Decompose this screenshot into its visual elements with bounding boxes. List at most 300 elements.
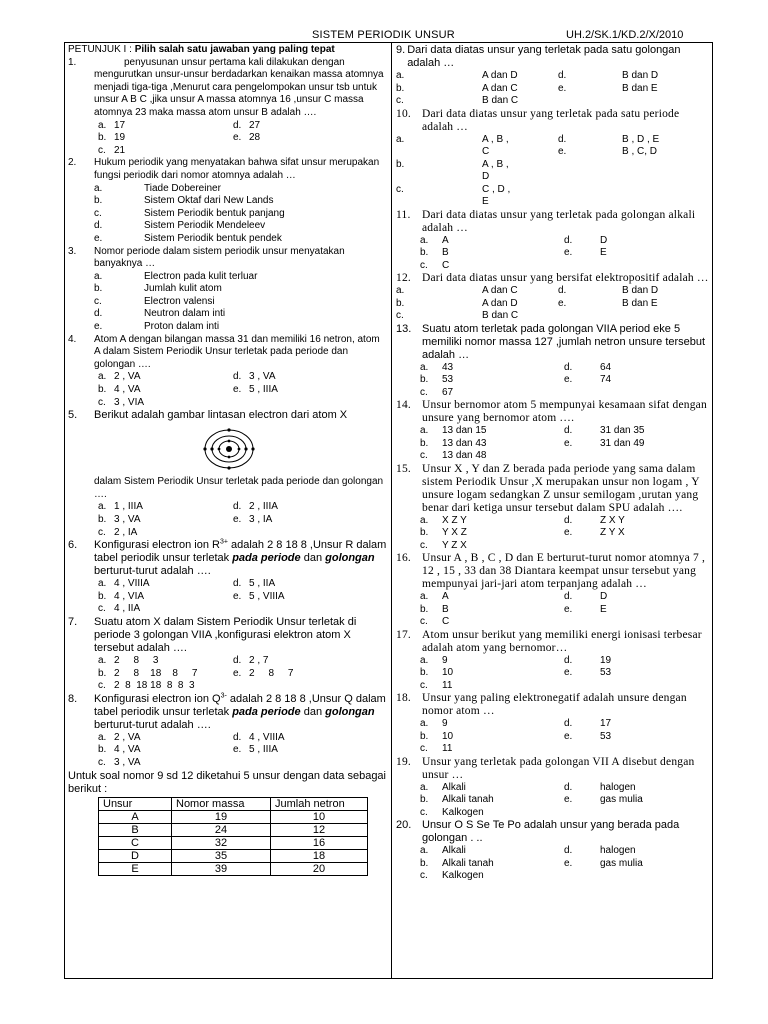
option-text bbox=[594, 540, 694, 553]
question-text: Unsur yang terletak pada golongan VII A disebut dengan unsur … bbox=[422, 755, 695, 781]
option-text bbox=[594, 743, 694, 756]
question-text: Berikut adalah gambar lintasan electron dari atom X bbox=[94, 409, 348, 422]
table-row bbox=[99, 836, 368, 849]
option bbox=[98, 757, 233, 770]
option-text: B , C, D bbox=[622, 146, 658, 157]
option-letter: b. bbox=[98, 384, 107, 396]
option-letter: d. bbox=[94, 220, 103, 232]
table-row bbox=[99, 862, 368, 875]
option-text: 19 bbox=[600, 654, 612, 666]
option bbox=[98, 591, 233, 604]
question-number: 20. bbox=[396, 819, 412, 831]
options bbox=[68, 501, 388, 539]
option-text: halogen bbox=[600, 781, 636, 793]
options bbox=[396, 782, 710, 820]
option bbox=[98, 397, 233, 410]
option bbox=[233, 501, 368, 514]
option bbox=[98, 145, 233, 158]
spacer bbox=[504, 95, 558, 108]
option-text: 2 8 3 bbox=[114, 654, 159, 666]
options bbox=[396, 591, 710, 629]
option-letter: b. bbox=[94, 195, 103, 207]
question-number: 18. bbox=[396, 692, 411, 704]
option-letter: c. bbox=[420, 679, 428, 691]
element-data-table bbox=[98, 797, 368, 876]
option-letter: e. bbox=[94, 321, 103, 333]
option-letter: e. bbox=[564, 527, 573, 538]
question-text: Atom A dengan bilangan massa 31 dan memiliki 16 netron, atom A dalam Sistem Periodik Unsur terletak pada periode dan golongan …. bbox=[94, 333, 380, 370]
option-letter: d. bbox=[564, 591, 573, 602]
atom-diagram bbox=[203, 428, 255, 470]
question-text: Unsur O S Se Te Po adalah unsur yang berada pada golongan . .. bbox=[422, 819, 680, 844]
option-text bbox=[594, 680, 694, 693]
column-divider bbox=[391, 42, 392, 979]
option-letter: b. bbox=[98, 667, 107, 679]
question-1 bbox=[68, 57, 388, 158]
option bbox=[233, 514, 368, 527]
option-letter bbox=[564, 540, 594, 553]
option-text: Electron pada kulit terluar bbox=[144, 270, 258, 282]
option-letter: d. bbox=[233, 119, 242, 131]
question-8 bbox=[68, 693, 388, 770]
option bbox=[68, 183, 388, 196]
option-text: Electron valensi bbox=[144, 295, 215, 307]
option-text: D bbox=[600, 591, 608, 602]
option-letter: c. bbox=[420, 806, 428, 818]
option-text bbox=[578, 196, 658, 209]
option-text: 4 , VA bbox=[114, 744, 141, 756]
option-text bbox=[594, 870, 694, 883]
option-text: C , D , bbox=[482, 183, 511, 195]
table-cell: C bbox=[99, 836, 172, 849]
option-letter: a. bbox=[420, 591, 429, 602]
option-letter: b. bbox=[420, 857, 429, 869]
spacer bbox=[504, 83, 558, 96]
option-text: Sistem Periodik Mendeleev bbox=[144, 220, 266, 232]
option-text: B bbox=[442, 603, 449, 615]
option-letter: a. bbox=[94, 270, 103, 282]
spacer bbox=[504, 70, 558, 83]
option-text bbox=[594, 616, 694, 629]
option bbox=[233, 371, 368, 384]
question-text: Dari data diatas unsur yang terletak pada satu periode adalah … bbox=[422, 107, 680, 133]
question-9 bbox=[396, 44, 710, 108]
options bbox=[68, 120, 388, 158]
option-letter bbox=[396, 196, 416, 209]
option-letter: c. bbox=[98, 680, 106, 692]
option-letter: e. bbox=[564, 667, 573, 678]
question-number: 5. bbox=[68, 409, 78, 422]
option-letter: b. bbox=[396, 297, 405, 309]
option bbox=[233, 668, 368, 681]
option-letter: d. bbox=[564, 234, 573, 246]
option-text: 4 , VA bbox=[114, 384, 141, 396]
option-letter: e. bbox=[94, 232, 103, 244]
option-letter: a. bbox=[396, 285, 405, 296]
spacer bbox=[504, 159, 558, 172]
option-text: Y X Z bbox=[442, 527, 467, 538]
option-text: A dan D bbox=[482, 297, 518, 309]
options bbox=[396, 235, 710, 273]
option-letter: d. bbox=[564, 781, 573, 793]
question-number: 8. bbox=[68, 692, 78, 705]
spacer bbox=[504, 196, 558, 209]
question-number: 9. bbox=[396, 44, 406, 56]
option-text: 3 , VA bbox=[249, 371, 276, 383]
option-text: 9 bbox=[442, 718, 448, 729]
option-text: gas mulia bbox=[600, 794, 643, 805]
option-text: 5 , VIIIA bbox=[249, 590, 285, 602]
option-letter: e. bbox=[564, 730, 573, 742]
option-text: A dan C bbox=[482, 82, 518, 94]
option-text: E bbox=[482, 196, 489, 207]
option-letter: c. bbox=[94, 295, 102, 307]
table-header: Unsur bbox=[99, 797, 172, 810]
table-cell: A bbox=[99, 810, 172, 823]
table-cell: 32 bbox=[172, 836, 271, 849]
question-number: 13. bbox=[396, 322, 412, 335]
question-number: 4. bbox=[68, 333, 77, 345]
option-text: Kalkogen bbox=[442, 870, 484, 881]
option bbox=[98, 501, 233, 514]
option-text: B , D , E bbox=[622, 133, 660, 145]
q6-text-d: berturut-turut adalah …. bbox=[94, 565, 211, 578]
option-text: 3 , IA bbox=[249, 514, 273, 525]
question-text-continued: dalam Sistem Periodik Unsur terletak pada periode dan golongan …. bbox=[94, 476, 384, 500]
options bbox=[396, 362, 710, 400]
question-number: 14. bbox=[396, 399, 411, 411]
option-letter: e. bbox=[564, 603, 573, 615]
options bbox=[68, 655, 388, 693]
option-text: Neutron dalam inti bbox=[144, 308, 226, 320]
option-letter bbox=[558, 310, 578, 323]
spacer bbox=[504, 171, 558, 184]
question-text: penyusunan unsur pertama kali dilakukan dengan mengurutkan unsur-unsur berdadarkan kenaikan massa atomnya menjadi tiga-tiga ,Menurut cara pengelompokan unsur tsb untuk unsur A B C ,jika unsur A massa atomnya 16 ,unsur C massa atomnya 23 maka massa atom unsur B adalah …. bbox=[94, 56, 384, 118]
option-letter: c. bbox=[98, 396, 106, 408]
table-cell: D bbox=[99, 849, 172, 862]
option-text: 31 dan 35 bbox=[600, 425, 645, 436]
option-text: halogen bbox=[600, 845, 636, 856]
option bbox=[233, 578, 368, 591]
option-text: B dan D bbox=[622, 70, 659, 81]
option-letter: a. bbox=[420, 654, 429, 666]
option-letter: c. bbox=[420, 616, 428, 627]
table-header: Nomor massa bbox=[172, 797, 271, 810]
option-text: B dan E bbox=[622, 82, 658, 94]
option bbox=[233, 744, 368, 757]
option-text: 64 bbox=[600, 361, 612, 373]
question-3 bbox=[68, 246, 388, 334]
option-text: A dan C bbox=[482, 285, 518, 296]
option-text bbox=[594, 807, 694, 820]
option-letter: c. bbox=[420, 870, 428, 881]
option bbox=[98, 132, 233, 145]
option-text bbox=[594, 450, 694, 463]
q6-text-a: Konfigurasi electron ion R bbox=[94, 539, 220, 552]
option bbox=[68, 283, 388, 296]
table-cell: 39 bbox=[172, 862, 271, 875]
option-letter: e. bbox=[558, 146, 567, 157]
option-text bbox=[578, 310, 658, 323]
option-letter: e. bbox=[233, 590, 242, 602]
option bbox=[68, 296, 388, 309]
option-text: Z Y X bbox=[600, 527, 625, 538]
option-text: Tiade Dobereiner bbox=[144, 182, 221, 194]
question-text: Suatu atom terletak pada golongan VIIA period eke 5 memiliki nomor massa 127 ,jumlah netron unsure tersebut adalah … bbox=[422, 322, 706, 361]
option-text: 11 bbox=[442, 743, 453, 754]
q6-text-b: adalah 2 8 18 8 ,Unsur R dalam tabel periodik unsur terletak bbox=[94, 539, 387, 565]
option-text: 13 dan 15 bbox=[442, 425, 487, 436]
option-text: gas mulia bbox=[600, 857, 643, 869]
option-text: D bbox=[482, 171, 490, 182]
question-text: Dari data diatas unsur yang bersifat elektropositif adalah … bbox=[422, 272, 709, 284]
question-number: 16. bbox=[396, 552, 411, 564]
option-letter: a. bbox=[98, 731, 107, 743]
question-number: 2. bbox=[68, 157, 77, 169]
option-text: C bbox=[482, 146, 490, 157]
question-text: Dari data diatas unsur yang terletak pada golongan alkali adalah … bbox=[422, 208, 696, 234]
option-text: 11 bbox=[442, 679, 453, 691]
option-text: B dan E bbox=[622, 297, 658, 309]
option-text: C bbox=[442, 259, 450, 271]
option-letter bbox=[396, 146, 416, 159]
option-letter: d. bbox=[233, 501, 242, 513]
option-letter: a. bbox=[98, 371, 107, 383]
q6-emph-periode: pada periode bbox=[232, 552, 301, 565]
option bbox=[68, 208, 388, 221]
table-row bbox=[99, 849, 368, 862]
option bbox=[98, 732, 233, 745]
option-text: 2 , IA bbox=[114, 526, 138, 538]
option-letter: d. bbox=[233, 371, 242, 383]
option-text: B dan C bbox=[482, 95, 519, 106]
option-text: 27 bbox=[249, 119, 261, 131]
option-text: 4 , VIIIA bbox=[114, 578, 150, 590]
table-cell: 18 bbox=[271, 849, 368, 862]
question-15 bbox=[396, 463, 710, 553]
option-text: Alkali tanah bbox=[442, 794, 494, 805]
option-letter: d. bbox=[233, 578, 242, 590]
table-cell: 19 bbox=[172, 810, 271, 823]
left-column bbox=[68, 44, 388, 876]
question-14 bbox=[396, 399, 710, 463]
option bbox=[68, 220, 388, 233]
option-letter: e. bbox=[564, 437, 573, 449]
question-text: Unsur bernomor atom 5 mempunyai kesamaan sifat dengan unsure yang bernomor atom …. bbox=[422, 399, 707, 424]
question-number: 15. bbox=[396, 462, 411, 475]
option bbox=[98, 514, 233, 527]
option-letter: d. bbox=[558, 133, 567, 145]
q8-charge: 3- bbox=[220, 692, 227, 700]
option-letter bbox=[396, 171, 416, 184]
option-text: 1 , IIIA bbox=[114, 501, 143, 513]
option-letter: d. bbox=[564, 654, 573, 666]
option-letter: e. bbox=[564, 857, 573, 869]
question-7 bbox=[68, 616, 388, 693]
q8-text-a: Konfigurasi electron ion Q bbox=[94, 692, 221, 705]
question-4 bbox=[68, 334, 388, 410]
option-text: 9 bbox=[442, 654, 448, 666]
option-text: 67 bbox=[442, 386, 454, 398]
option bbox=[68, 195, 388, 208]
q8-text-d: berturut-turut adalah …. bbox=[94, 718, 211, 731]
option bbox=[98, 371, 233, 384]
question-11 bbox=[396, 209, 710, 273]
option-letter: a. bbox=[420, 425, 429, 436]
option-letter: c. bbox=[396, 310, 404, 321]
option-letter: a. bbox=[420, 514, 429, 526]
table-cell: 12 bbox=[271, 823, 368, 836]
question-18 bbox=[396, 692, 710, 756]
option-letter: a. bbox=[420, 781, 429, 793]
question-number: 1. bbox=[68, 56, 77, 68]
option-letter bbox=[564, 616, 594, 629]
question-17 bbox=[396, 629, 710, 693]
option-letter: d. bbox=[233, 654, 242, 666]
option-text: Jumlah kulit atom bbox=[144, 283, 222, 295]
question-16 bbox=[396, 552, 710, 629]
question-number: 17. bbox=[396, 628, 411, 641]
option-text: 21 bbox=[114, 144, 126, 156]
option bbox=[98, 603, 233, 616]
option-letter bbox=[564, 387, 594, 400]
question-number: 7. bbox=[68, 615, 78, 628]
spacer bbox=[504, 146, 558, 159]
option-letter: c. bbox=[98, 526, 106, 538]
option-text: Sistem Periodik bentuk panjang bbox=[144, 207, 285, 219]
option-text: Alkali tanah bbox=[442, 857, 494, 869]
q6-charge: 3+ bbox=[219, 538, 228, 546]
option-letter: a. bbox=[396, 133, 405, 145]
option-text: A bbox=[442, 234, 449, 246]
header-title: SISTEM PERIODIK UNSUR bbox=[312, 29, 455, 41]
option bbox=[233, 384, 368, 397]
question-text: Unsur yang paling elektronegatif adalah unsure dengan nomor atom … bbox=[422, 692, 687, 717]
option-text: B dan D bbox=[622, 285, 659, 296]
options bbox=[396, 425, 710, 463]
option-letter bbox=[558, 95, 578, 108]
option bbox=[68, 271, 388, 284]
option-text bbox=[578, 159, 658, 172]
option-text: Sistem Periodik bentuk pendek bbox=[144, 232, 282, 244]
option-text: B dan C bbox=[482, 310, 519, 321]
option-letter: b. bbox=[98, 744, 107, 756]
option-text: A dan D bbox=[482, 70, 518, 81]
question-5 bbox=[68, 409, 388, 539]
option-text: 3 , VA bbox=[114, 756, 141, 768]
question-2 bbox=[68, 157, 388, 245]
option-text: 53 bbox=[600, 730, 612, 742]
options bbox=[396, 70, 710, 108]
options bbox=[396, 515, 710, 553]
option-letter: e. bbox=[564, 794, 573, 805]
option-letter: c. bbox=[94, 207, 102, 219]
option-text bbox=[594, 387, 694, 400]
option-letter: b. bbox=[98, 590, 107, 602]
table-cell: 20 bbox=[271, 862, 368, 875]
spacer bbox=[504, 298, 558, 311]
option-letter: e. bbox=[558, 82, 567, 94]
option-letter: d. bbox=[564, 718, 573, 729]
option-letter: b. bbox=[420, 247, 429, 258]
option-letter: c. bbox=[98, 144, 106, 156]
option-text: 31 dan 49 bbox=[600, 437, 645, 449]
option bbox=[98, 744, 233, 757]
option-letter: c. bbox=[98, 603, 106, 615]
option-text: Sistem Oktaf dari New Lands bbox=[144, 195, 274, 207]
option bbox=[98, 384, 233, 397]
option-letter: a. bbox=[420, 718, 429, 729]
options bbox=[68, 732, 388, 770]
option bbox=[98, 680, 233, 693]
question-20 bbox=[396, 819, 710, 883]
option-letter bbox=[558, 171, 578, 184]
q8-emph-periode: pada periode bbox=[232, 705, 301, 718]
option-letter: d. bbox=[558, 285, 567, 296]
option bbox=[98, 527, 233, 540]
option-text: B bbox=[442, 247, 449, 258]
spacer bbox=[504, 285, 558, 298]
option-text: 5 , IIA bbox=[249, 578, 276, 590]
option bbox=[233, 120, 368, 133]
instructions-prefix: PETUNJUK I : bbox=[68, 44, 132, 55]
option-letter: b. bbox=[94, 283, 103, 295]
option-text: 17 bbox=[600, 718, 612, 729]
options bbox=[396, 655, 710, 693]
option-text: E bbox=[600, 247, 607, 258]
option-text: 3 , VA bbox=[114, 514, 141, 525]
question-number: 6. bbox=[68, 539, 78, 552]
option-letter bbox=[558, 184, 578, 197]
option-letter bbox=[564, 807, 594, 820]
question-text: Atom unsur berikut yang memiliki energi ionisasi terbesar adalah atom yang bernomor… bbox=[422, 628, 702, 654]
option-letter: c. bbox=[396, 95, 404, 106]
header-code: UH.2/SK.1/KD.2/X/2010 bbox=[566, 29, 684, 41]
option-letter: a. bbox=[396, 70, 405, 81]
option-letter: b. bbox=[420, 374, 429, 385]
option-letter: e. bbox=[233, 384, 242, 396]
q6-text-c: dan bbox=[300, 552, 326, 565]
option-letter bbox=[558, 196, 578, 209]
question-number: 3. bbox=[68, 245, 77, 257]
option-letter: c. bbox=[396, 183, 404, 195]
option-text: 2 , IIIA bbox=[249, 501, 278, 513]
option-text: 74 bbox=[600, 374, 612, 385]
q8-emph-golongan: golongan bbox=[325, 705, 375, 718]
option-text: 17 bbox=[114, 119, 126, 131]
option-text: 2 8 18 8 7 bbox=[114, 667, 198, 679]
option-text: 5 , IIIA bbox=[249, 744, 278, 756]
option-letter bbox=[564, 260, 594, 273]
option-text: Z X Y bbox=[600, 514, 625, 526]
question-number: 19. bbox=[396, 755, 411, 768]
option-letter: c. bbox=[420, 539, 428, 551]
table-body bbox=[99, 810, 368, 875]
question-19 bbox=[396, 756, 710, 820]
question-number: 11. bbox=[396, 208, 411, 221]
option bbox=[68, 321, 388, 334]
table-cell: B bbox=[99, 823, 172, 836]
option-text bbox=[578, 184, 658, 197]
option-letter: a. bbox=[420, 845, 429, 856]
question-text: Hukum periodik yang menyatakan bahwa sifat unsur merupakan fungsi periodik dari nomor atomnya adalah … bbox=[94, 157, 380, 181]
table-header: Jumlah netron bbox=[271, 797, 368, 810]
option-text: Y Z X bbox=[442, 539, 467, 551]
option bbox=[233, 655, 368, 668]
option-text: X Z Y bbox=[442, 514, 467, 526]
option-text: A , B , bbox=[482, 133, 509, 145]
option-letter: a. bbox=[98, 654, 107, 666]
